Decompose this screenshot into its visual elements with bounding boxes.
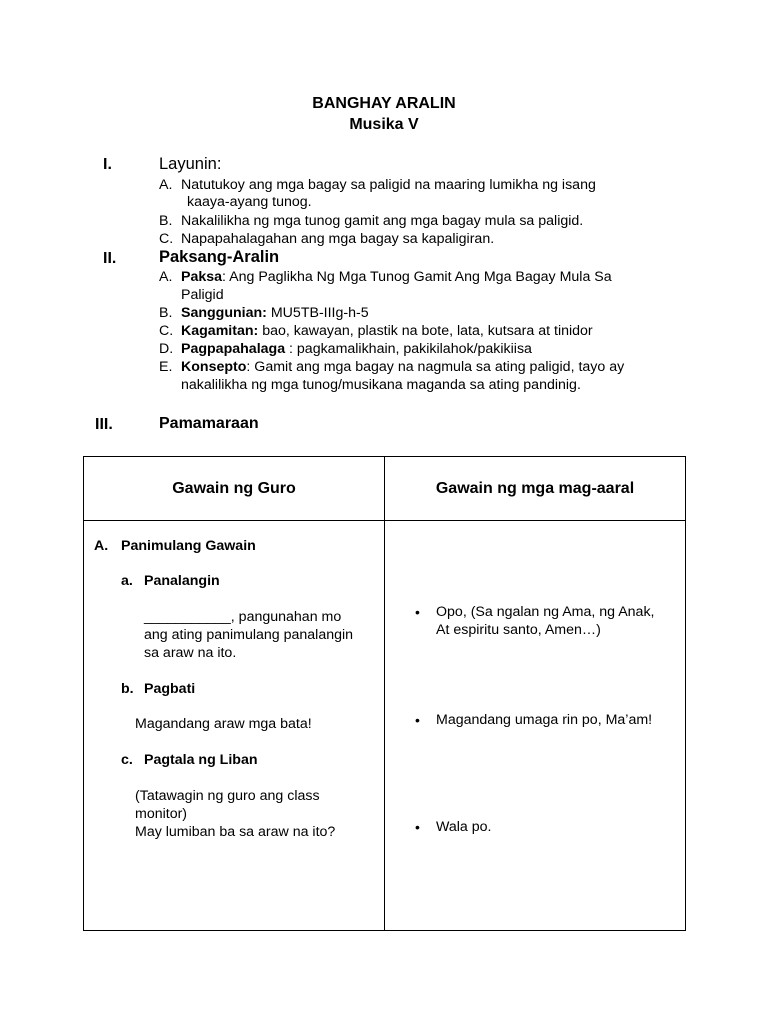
section-2-heading bbox=[159, 248, 279, 267]
objective-a bbox=[159, 177, 679, 195]
topic-b-label: Sanggunian: bbox=[181, 305, 267, 321]
sub-c-line2: monitor) bbox=[135, 806, 188, 822]
teacher-activity-cell bbox=[84, 521, 385, 931]
section-3-number: III. bbox=[95, 416, 113, 433]
sub-b-title: Pagbati bbox=[144, 681, 196, 697]
response-3-line1: Wala po. bbox=[436, 819, 492, 835]
objective-b-text: Nakalilikha ng mga tunog gamit ang mga bagay mula sa paligid. bbox=[181, 213, 584, 229]
section-3-heading bbox=[159, 415, 259, 433]
section-1-colon: : bbox=[216, 155, 222, 173]
objective-c-text: Napapahalagahan ang mga bagay sa kapaligiran. bbox=[181, 231, 495, 247]
topic-e-letter: E. bbox=[159, 359, 173, 375]
topic-a-line2: Paligid bbox=[181, 287, 224, 303]
objective-a-line2: kaaya-ayang tunog. bbox=[187, 194, 312, 210]
section-1-title: Layunin bbox=[159, 155, 217, 173]
teacher-column-header: Gawain ng Guro bbox=[84, 457, 385, 521]
sub-a-line3: sa araw na ito. bbox=[144, 645, 237, 661]
sub-c-line3: May lumiban ba sa araw na ito? bbox=[135, 824, 336, 840]
topic-e bbox=[159, 359, 679, 377]
student-column-header: Gawain ng mga mag-aaral bbox=[385, 457, 686, 521]
sub-a-line1: ___________, pangunahan mo bbox=[144, 609, 342, 625]
objective-b-letter: B. bbox=[159, 213, 173, 229]
topic-d-text: : pagkamalikhain, pakikilahok/pakikiisa bbox=[285, 341, 532, 357]
topic-b-text: MU5TB-IIIg-h-5 bbox=[266, 305, 369, 321]
objective-c bbox=[159, 231, 679, 249]
topic-b-letter: B. bbox=[159, 305, 173, 321]
topic-b bbox=[159, 305, 679, 323]
objective-c-letter: C. bbox=[159, 231, 174, 247]
sub-c-title: Pagtala ng Liban bbox=[144, 752, 258, 768]
response-1-line2: At espiritu santo, Amen…) bbox=[436, 622, 601, 638]
sub-b-line1: Magandang araw mga bata! bbox=[135, 716, 312, 732]
objective-a-text: Natutukoy ang mga bagay sa paligid na maaring lumikha ng isang bbox=[181, 177, 596, 193]
procedure-table bbox=[83, 456, 686, 931]
sub-b-letter: b. bbox=[121, 681, 134, 697]
part-a-title: Panimulang Gawain bbox=[121, 538, 256, 554]
objective-b bbox=[159, 213, 679, 231]
sub-a-title: Panalangin bbox=[144, 573, 220, 589]
section-2-title: Paksang-Aralin bbox=[159, 248, 280, 266]
topic-a-letter: A. bbox=[159, 269, 173, 285]
student-activity-cell bbox=[385, 521, 686, 931]
objective-a-letter: A. bbox=[159, 177, 173, 193]
topic-c-label: Kagamitan: bbox=[181, 323, 259, 339]
topic-c bbox=[159, 323, 679, 341]
response-1-line1: Opo, (Sa ngalan ng Ama, ng Anak, bbox=[436, 604, 655, 620]
section-2-number: II. bbox=[103, 250, 117, 267]
response-3-bullet: • bbox=[415, 819, 420, 835]
topic-a-label: Paksa bbox=[181, 269, 223, 285]
section-1-heading bbox=[159, 155, 221, 174]
document-title: BANGHAY ARALIN bbox=[312, 95, 456, 112]
topic-e-label: Konsepto bbox=[181, 359, 247, 375]
sub-c-line1: (Tatawagin ng guro ang class bbox=[135, 788, 320, 804]
topic-e-text: : Gamit ang mga bagay na nagmula sa ating paligid, tayo ay bbox=[246, 359, 625, 375]
response-1-bullet: • bbox=[415, 604, 420, 620]
part-a-letter: A. bbox=[94, 538, 109, 554]
topic-e-line2: nakalilikha ng mga tunog/musikana maganda sa ating pandinig. bbox=[181, 377, 581, 393]
response-2-bullet: • bbox=[415, 712, 420, 728]
topic-c-text: bao, kawayan, plastik na bote, lata, kutsara at tinidor bbox=[258, 323, 593, 339]
section-1-number: I. bbox=[103, 156, 112, 173]
topic-d-letter: D. bbox=[159, 341, 174, 357]
topic-d bbox=[159, 341, 679, 359]
section-3-title: Pamamaraan bbox=[159, 415, 259, 432]
sub-a-letter: a. bbox=[121, 573, 133, 589]
topic-d-label: Pagpapahalaga bbox=[181, 341, 286, 357]
topic-a-text: : Ang Paglikha Ng Mga Tunog Gamit Ang Mga Bagay Mula Sa bbox=[222, 269, 612, 285]
response-2-line1: Magandang umaga rin po, Ma’am! bbox=[436, 712, 653, 728]
document-subtitle: Musika V bbox=[349, 116, 419, 133]
topic-c-letter: C. bbox=[159, 323, 174, 339]
sub-c-letter: c. bbox=[121, 752, 133, 768]
sub-a-line2: ang ating panimulang panalangin bbox=[144, 627, 354, 643]
topic-a bbox=[159, 269, 679, 287]
